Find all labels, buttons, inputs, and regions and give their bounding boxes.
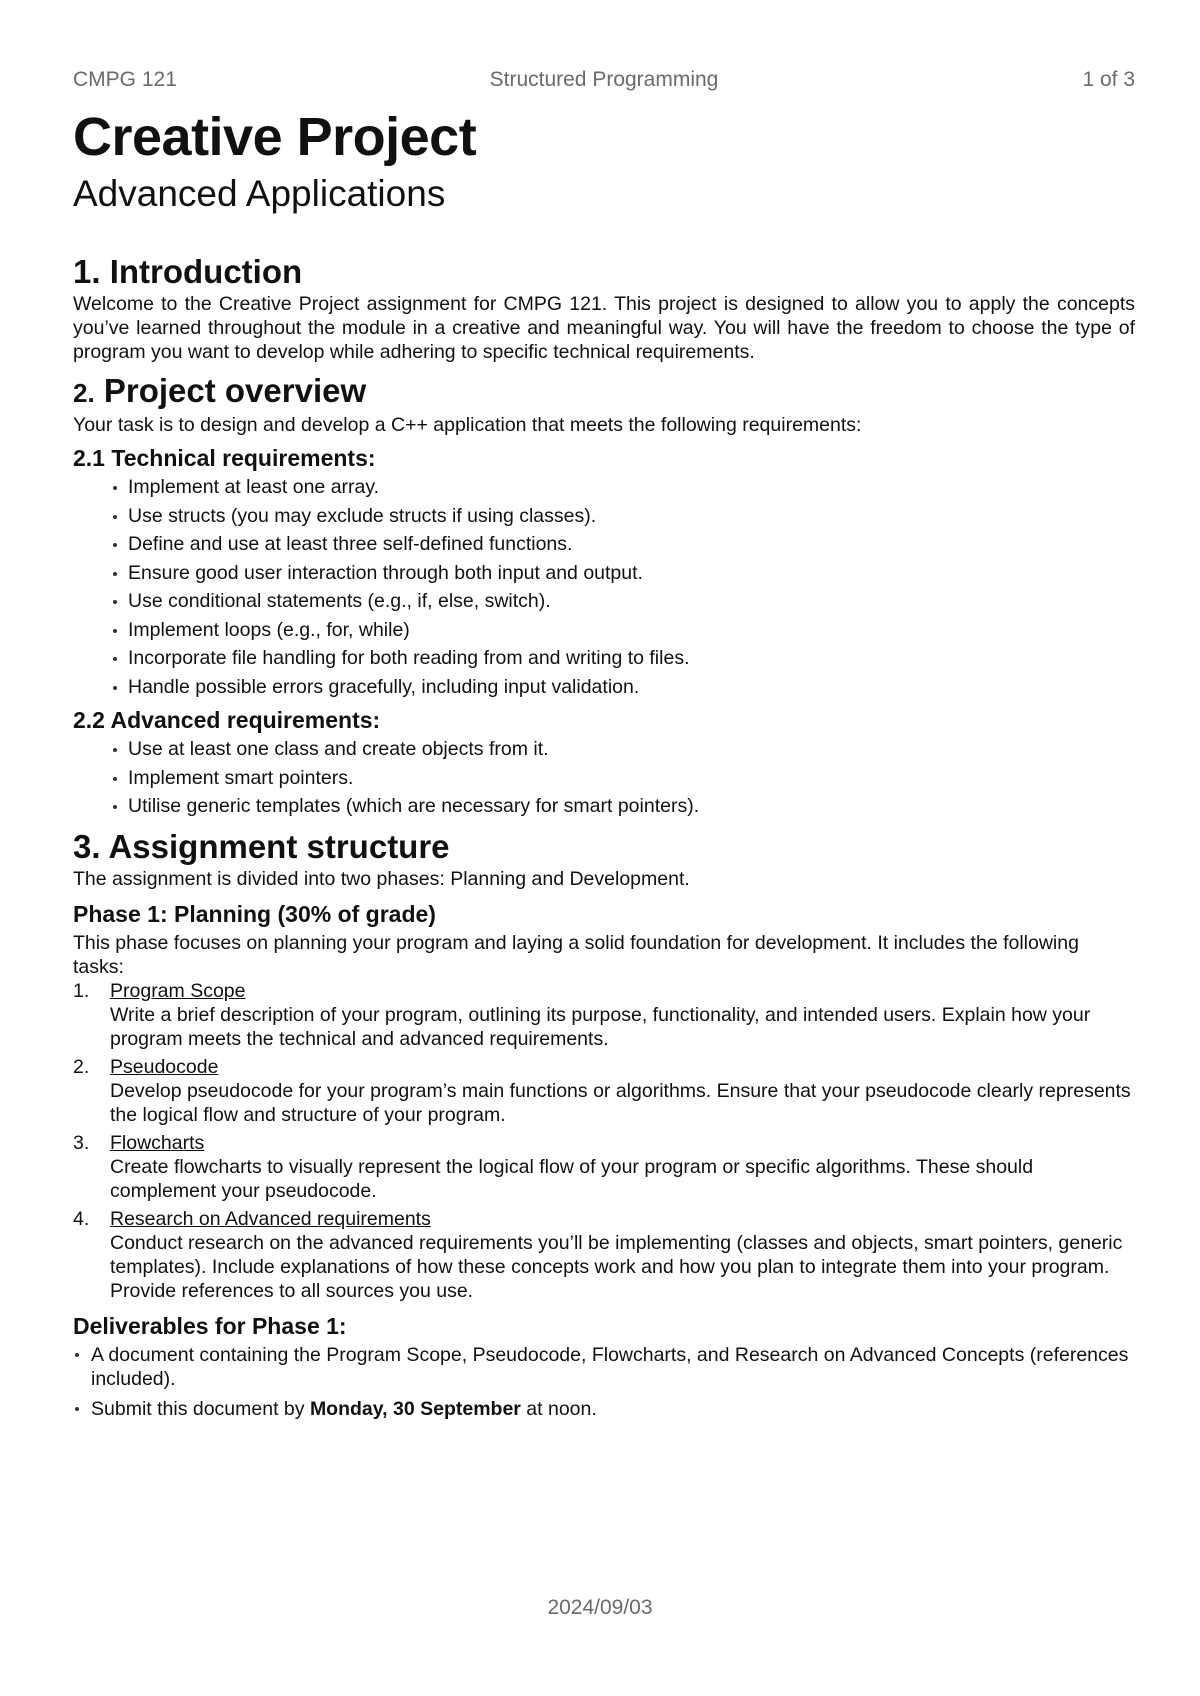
task-description: Create flowcharts to visually represent the logical flow of your program or specific algorithms. These should complement your pseudocode. <box>110 1155 1034 1202</box>
list-item: Handle possible errors gracefully, including input validation. <box>110 673 1135 702</box>
running-header <box>73 68 1135 100</box>
project-overview-title: Project overview <box>103 372 367 409</box>
task-description: Write a brief description of your program, outlining its purpose, functionality, and intended users. Explain how your program meets the technical and advanced requirements. <box>110 1003 1091 1050</box>
deliverables-heading: Deliverables for Phase 1: <box>73 1312 347 1339</box>
task-title: Pseudocode <box>110 1055 219 1078</box>
assignment-structure-heading: 3. Assignment structure <box>73 827 450 865</box>
list-item: Implement at least one array. <box>110 473 1135 502</box>
phase1-task-list <box>73 979 1135 1303</box>
assignment-structure-section <box>73 827 1135 1421</box>
introduction-heading: 1. Introduction <box>73 253 303 290</box>
technical-requirements-heading: 2.1 Technical requirements: <box>73 445 376 471</box>
introduction-section <box>73 252 1135 364</box>
list-item: Use conditional statements (e.g., if, else, switch). <box>110 587 1135 616</box>
task-title: Program Scope <box>110 979 246 1002</box>
task-title: Flowcharts <box>110 1131 205 1154</box>
document-title: Creative Project <box>73 107 477 167</box>
deadline-date: Monday, 30 September <box>309 1397 521 1420</box>
list-item <box>73 1131 1135 1203</box>
list-item: Utilise generic templates (which are necessary for smart pointers). <box>110 792 1135 821</box>
list-item <box>73 1055 1135 1127</box>
list-item <box>73 1397 1135 1421</box>
list-item <box>73 979 1135 1051</box>
deliverables-list <box>73 1343 1135 1421</box>
assignment-structure-body: The assignment is divided into two phases: Planning and Development. <box>73 867 690 890</box>
footer-date: 2024/09/03 <box>547 1596 653 1619</box>
task-number: 1. <box>73 979 90 1002</box>
task-number: 2. <box>73 1055 90 1078</box>
introduction-body: Welcome to the Creative Project assignment for CMPG 121. This project is designed to allow you to apply the concepts you’ve learned throughout the module in a creative and meaningful way. You will have the freedom to choose the type of program you want to develop while adhering to specific technical requirements. <box>73 293 1135 363</box>
list-item: Define and use at least three self-defined functions. <box>110 530 1135 559</box>
task-number: 4. <box>73 1207 90 1230</box>
task-description: Conduct research on the advanced requirements you’ll be implementing (classes and objects, smart pointers, generic templates). Include explanations of how these concepts work and how you plan to integrate them into your program. Provide references to all sources you use. <box>110 1231 1123 1302</box>
list-item: Ensure good user interaction through both input and output. <box>110 559 1135 588</box>
list-item: Incorporate file handling for both reading from and writing to files. <box>110 644 1135 673</box>
document-subtitle: Advanced Applications <box>73 173 446 214</box>
project-overview-number: 2. <box>73 378 95 408</box>
module-name: Structured Programming <box>489 68 719 91</box>
list-item <box>73 1207 1135 1303</box>
course-code: CMPG 121 <box>73 68 177 91</box>
document-page <box>73 68 1135 1427</box>
deliverable-text: Submit this document by <box>91 1397 310 1420</box>
phase1-body: This phase focuses on planning your program and laying a solid foundation for development. It includes the following tasks: <box>73 931 1079 978</box>
list-item: Implement loops (e.g., for, while) <box>110 616 1135 645</box>
project-overview-section <box>73 371 1135 821</box>
project-overview-heading <box>73 371 1135 413</box>
page-number: 1 of 3 <box>1082 68 1135 91</box>
list-item: Implement smart pointers. <box>110 764 1135 793</box>
list-item: Use at least one class and create objects from it. <box>110 735 1135 764</box>
task-title: Research on Advanced requirements <box>110 1207 431 1230</box>
task-number: 3. <box>73 1131 90 1154</box>
advanced-requirements-list <box>73 735 1135 821</box>
list-item: A document containing the Program Scope, Pseudocode, Flowcharts, and Research on Advanced Concepts (references included). <box>73 1343 1135 1391</box>
phase1-heading: Phase 1: Planning (30% of grade) <box>73 900 436 927</box>
advanced-requirements-heading: 2.2 Advanced requirements: <box>73 707 381 733</box>
deliverable-text: at noon. <box>520 1397 597 1420</box>
list-item: Use structs (you may exclude structs if using classes). <box>110 502 1135 531</box>
technical-requirements-list <box>73 473 1135 701</box>
project-overview-body: Your task is to design and develop a C++ application that meets the following requirements: <box>73 414 862 436</box>
task-description: Develop pseudocode for your program’s main functions or algorithms. Ensure that your pseudocode clearly represents the logical flow and structure of your program. <box>110 1079 1131 1126</box>
